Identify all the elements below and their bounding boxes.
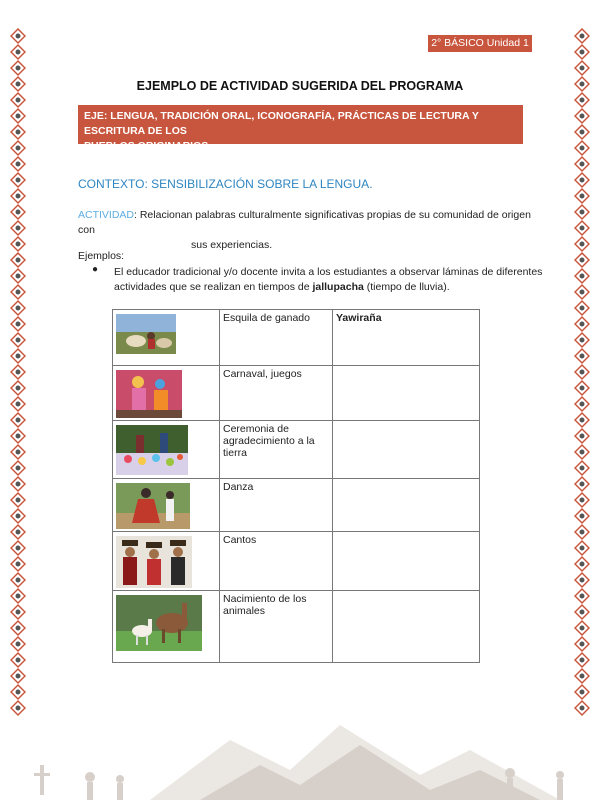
activity-name-cell: Cantos bbox=[220, 532, 333, 591]
carnaval-photo bbox=[116, 370, 182, 418]
image-cell bbox=[113, 310, 220, 366]
activity-name-cell: Esquila de ganado bbox=[220, 310, 333, 366]
eje-line-1: EJE: LENGUA, TRADICIÓN ORAL, ICONOGRAFÍA, PRÁCTICAS DE LECTURA Y ESCRITURA DE LOS bbox=[84, 110, 479, 137]
table-row bbox=[113, 366, 480, 421]
left-decorative-border bbox=[10, 28, 26, 718]
word-cell bbox=[333, 421, 480, 479]
grade-unit-badge: 2° BÁSICO Unidad 1 bbox=[428, 35, 532, 52]
word-cell bbox=[333, 366, 480, 421]
image-cell bbox=[113, 479, 220, 532]
bullet-text-bold: jallupacha bbox=[312, 281, 364, 293]
animales-photo bbox=[116, 595, 202, 651]
activity-name-cell: Nacimiento de los animales bbox=[220, 591, 333, 663]
word-cell: Yawiraña bbox=[333, 310, 480, 366]
danza-photo bbox=[116, 483, 190, 529]
landscape-footer-illustration bbox=[0, 715, 600, 800]
activity-name-cell: Danza bbox=[220, 479, 333, 532]
word-cell bbox=[333, 591, 480, 663]
image-cell bbox=[113, 366, 220, 421]
word-cell bbox=[333, 479, 480, 532]
activity-name-cell: Carnaval, juegos bbox=[220, 366, 333, 421]
bullet-icon: ● bbox=[92, 264, 99, 275]
right-decorative-border bbox=[574, 28, 590, 718]
eje-banner bbox=[78, 105, 523, 152]
bullet-text-after: (tiempo de lluvia). bbox=[363, 281, 450, 293]
context-heading: CONTEXTO: SENSIBILIZACIÓN SOBRE LA LENGUA. bbox=[78, 177, 373, 191]
cantos-photo bbox=[116, 536, 192, 588]
image-cell bbox=[113, 421, 220, 479]
table-row bbox=[113, 479, 480, 532]
image-cell bbox=[113, 532, 220, 591]
page-title: EJEMPLO DE ACTIVIDAD SUGERIDA DEL PROGRAMA bbox=[136, 79, 464, 93]
activity-text-1: : Relacionan palabras culturalmente significativas propias de su comunidad de origen con bbox=[78, 209, 531, 236]
word-cell bbox=[333, 532, 480, 591]
table-row bbox=[113, 421, 480, 479]
table-row bbox=[113, 591, 480, 663]
bullet-text-before: El educador tradicional y/o docente invita a los estudiantes a observar láminas de diferentes actividades que se realizan en tiempos de bbox=[114, 266, 543, 293]
table-row bbox=[113, 310, 480, 366]
activity-paragraph bbox=[78, 208, 548, 253]
image-cell bbox=[113, 591, 220, 663]
activity-text-2: sus experiencias. bbox=[191, 239, 273, 251]
esquila-photo bbox=[116, 314, 176, 354]
examples-bullet bbox=[114, 265, 544, 295]
table-row bbox=[113, 532, 480, 591]
eje-line-2: PUEBLOS ORIGINARIOS. bbox=[84, 140, 212, 152]
activity-label: ACTIVIDAD bbox=[78, 209, 135, 221]
activity-name-cell: Ceremonia de agradecimiento a la tierra bbox=[220, 421, 333, 479]
ceremonia-photo bbox=[116, 425, 188, 475]
activities-table bbox=[112, 309, 480, 663]
examples-heading: Ejemplos: bbox=[78, 250, 125, 262]
